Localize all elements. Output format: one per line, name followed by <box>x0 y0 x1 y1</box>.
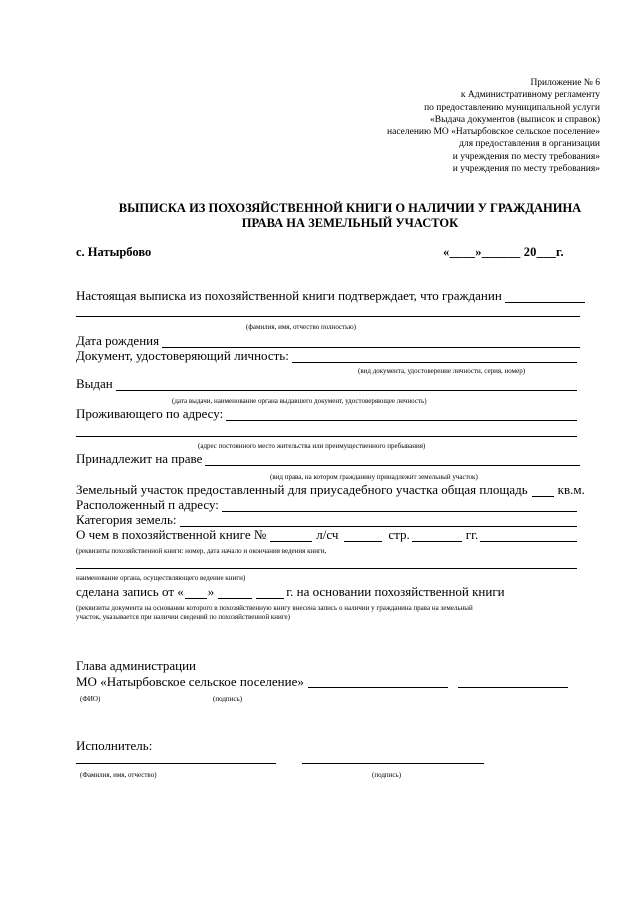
note-signature: (подпись) <box>213 695 243 703</box>
date-field[interactable]: «____»______ 20___г. <box>443 245 564 259</box>
note-fio-short: (ФИО) <box>80 695 101 703</box>
issued-row <box>76 376 577 391</box>
note-executor-name: (Фамилия, имя, отчество) <box>80 771 157 779</box>
citizen-row <box>76 288 585 303</box>
book-row <box>76 527 577 542</box>
issued-input[interactable] <box>116 378 577 391</box>
note-doc-kind: (вид документа, удостоверение личности, серия, номер) <box>358 367 526 375</box>
record-day-input[interactable] <box>185 586 207 599</box>
id-doc-label: Документ, удостоверяющий личность: <box>76 348 289 363</box>
right-input[interactable] <box>205 453 580 466</box>
id-doc-input[interactable] <box>292 350 577 363</box>
record-label: сделана запись от « <box>76 584 184 599</box>
appendix-line: Приложение № 6 <box>530 78 600 88</box>
note-basis-line: (реквизиты документа на основании которого в похозяйственную книгу внесена запись о наличии у гражданина права на земельный <box>76 604 473 612</box>
book-page-input[interactable] <box>412 529 462 542</box>
appendix-line: и учреждения по месту требования» <box>452 151 600 162</box>
birth-input[interactable] <box>162 335 580 348</box>
category-row <box>76 512 577 527</box>
note-residence: (адрес постоянного место жительства или преимущественного пребывания) <box>198 442 426 450</box>
record-row <box>76 584 580 599</box>
address-row <box>76 406 577 421</box>
right-label: Принадлежит на праве <box>76 451 203 466</box>
record-basis: г. на основании похозяйственной книги <box>286 584 505 599</box>
place-name: с. Натырбово <box>76 245 152 259</box>
note-fio: (фамилия, имя, отчество полностью) <box>246 323 356 331</box>
address-input-line2[interactable] <box>76 436 577 437</box>
title-line: ПРАВА НА ЗЕМЕЛЬНЫЙ УЧАСТОК <box>241 216 459 230</box>
appendix-line: по предоставлению муниципальной услуги <box>424 102 600 113</box>
title-line: ВЫПИСКА ИЗ ПОХОЗЯЙСТВЕННОЙ КНИГИ О НАЛИЧИИ У ГРАЖДАНИНА <box>118 201 582 215</box>
citizen-label: Настоящая выписка из похозяйственной книги подтверждает, что гражданин <box>76 288 502 303</box>
note-executor-signature: (подпись) <box>372 771 402 779</box>
book-years-label: гг. <box>465 527 479 542</box>
document-title <box>60 201 640 231</box>
appendix-line: и учреждения по месту требования» <box>452 164 600 175</box>
record-quote: » <box>207 584 215 599</box>
note-basis-line: участок, указывается при наличии сведений по похозяйственной книге) <box>76 613 290 621</box>
book-ls-label: л/сч <box>316 527 339 542</box>
head-fio-line[interactable] <box>308 687 448 688</box>
note-authority: наименование органа, осуществляющего ведение книги) <box>76 574 246 582</box>
located-input[interactable] <box>222 499 577 512</box>
note-book-details: (реквизиты похозяйственной книги: номер, дата начало и окончания ведения книги, <box>76 547 327 555</box>
category-input[interactable] <box>180 514 577 527</box>
right-row <box>76 451 580 466</box>
head-signature-line[interactable] <box>458 687 568 688</box>
head-title: Глава администрации <box>76 658 197 673</box>
executor-label: Исполнитель: <box>76 738 153 753</box>
record-year-input[interactable] <box>256 586 284 599</box>
category-label: Категория земель: <box>76 512 177 527</box>
book-page-label: стр. <box>388 527 410 542</box>
plot-area-input[interactable] <box>532 484 554 497</box>
plot-label: Земельный участок предоставленный для приусадебного участка общая площадь <box>76 482 528 497</box>
plot-row <box>76 482 600 497</box>
note-basis <box>76 604 600 622</box>
appendix-line: населению МО «Натырбовское сельское поселение» <box>387 127 600 138</box>
head-org: МО «Натырбовское сельское поселение» <box>76 674 304 689</box>
appendix-header <box>387 77 600 175</box>
address-label: Проживающего по адресу: <box>76 406 224 421</box>
id-doc-row <box>76 348 577 363</box>
book-ls-input[interactable] <box>344 529 382 542</box>
citizen-input[interactable] <box>505 290 585 303</box>
appendix-line: к Административному регламенту <box>460 90 600 101</box>
book-label: О чем в похозяйственной книге № <box>76 527 267 542</box>
appendix-line: «Выдача документов (выписок и справок) <box>430 114 600 125</box>
birth-label: Дата рождения <box>76 333 160 348</box>
record-month-input[interactable] <box>218 586 252 599</box>
plot-unit: кв.м. <box>557 482 585 497</box>
executor-signature-line[interactable] <box>302 763 484 764</box>
located-label: Расположенный п адресу: <box>76 497 219 512</box>
address-input[interactable] <box>226 408 577 421</box>
book-number-input[interactable] <box>270 529 312 542</box>
note-right-kind: (вид права, на котором гражданину принадлежит земельный участок) <box>270 473 478 481</box>
appendix-line: для предоставления в организации <box>459 139 600 150</box>
birth-row <box>76 333 580 348</box>
note-issue: (дата выдачи, наименование органа выдавшего документ, удостоверяющее личность) <box>172 397 427 405</box>
citizen-input-line2[interactable] <box>76 316 580 317</box>
issued-label: Выдан <box>76 376 113 391</box>
book-years-input[interactable] <box>480 529 577 542</box>
located-row <box>76 497 577 512</box>
book-details-line[interactable] <box>76 568 577 569</box>
executor-name-line[interactable] <box>76 763 276 764</box>
